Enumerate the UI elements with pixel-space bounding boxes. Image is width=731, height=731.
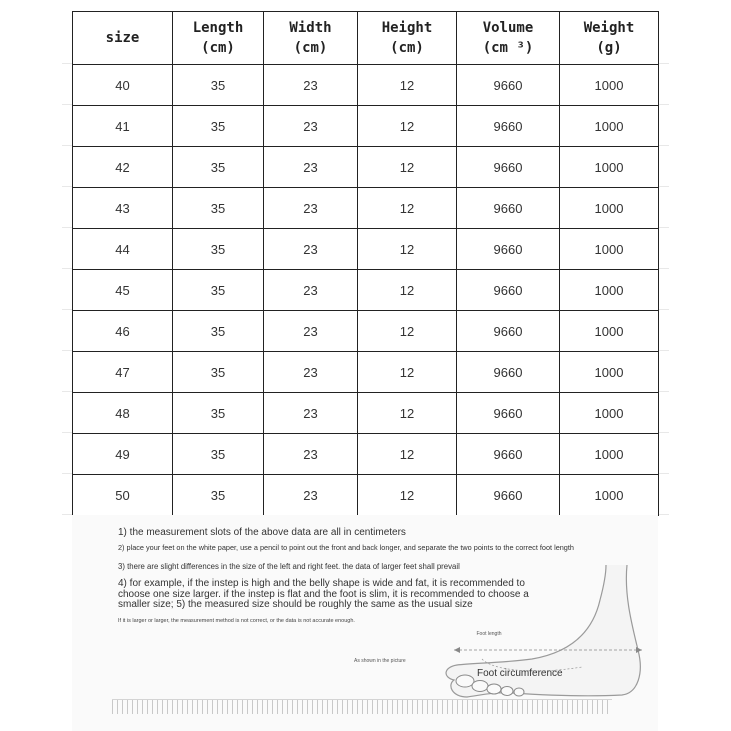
cell-size: 42 [73, 147, 173, 188]
shown-label: As shown in the picture [354, 658, 406, 664]
table-row [73, 434, 659, 475]
note-2: 2) place your feet on the white paper, use a pencil to point out the front and back longer, and separate the two points to the correct foot length [118, 543, 574, 552]
cell-volume: 9660 [457, 229, 560, 270]
table-row [73, 147, 659, 188]
cell-size: 44 [73, 229, 173, 270]
table-row [73, 106, 659, 147]
table-row [73, 311, 659, 352]
header-size: size [73, 12, 173, 65]
header-volume: Volume (cm ³) [457, 12, 560, 65]
cell-length: 35 [173, 270, 264, 311]
toe-3 [487, 684, 501, 694]
cell-length: 35 [173, 475, 264, 516]
foot-illustration [342, 555, 652, 705]
note-4: 4) for example, if the instep is high and the belly shape is wide and fat, it is recommended to choose one size larger. if the instep is flat and the foot is slim, it is recommended to choose a smaller size; 5) the measured size should be roughly the same as the usual size [118, 578, 529, 610]
table-row [73, 270, 659, 311]
cell-volume: 9660 [457, 270, 560, 311]
cell-weight: 1000 [560, 311, 659, 352]
cell-width: 23 [264, 188, 358, 229]
table-row [73, 352, 659, 393]
cell-width: 23 [264, 106, 358, 147]
cell-length: 35 [173, 65, 264, 106]
cell-weight: 1000 [560, 352, 659, 393]
note-1: 1) the measurement slots of the above data are all in centimeters [118, 527, 406, 538]
table-row [73, 393, 659, 434]
cell-width: 23 [264, 65, 358, 106]
ruler [112, 699, 612, 714]
toe-4 [501, 687, 513, 696]
cell-width: 23 [264, 311, 358, 352]
cell-volume: 9660 [457, 147, 560, 188]
cell-length: 35 [173, 434, 264, 475]
cell-height: 12 [358, 106, 457, 147]
cell-width: 23 [264, 475, 358, 516]
cell-width: 23 [264, 352, 358, 393]
table-body [73, 65, 659, 516]
note-5: If it is larger or larger, the measurement method is not correct, or the data is not accurate enough. [118, 617, 355, 624]
header-length: Length (cm) [173, 12, 264, 65]
cell-volume: 9660 [457, 393, 560, 434]
cell-size: 40 [73, 65, 173, 106]
header-height: Height (cm) [358, 12, 457, 65]
cell-width: 23 [264, 147, 358, 188]
table-row [73, 475, 659, 516]
size-chart-table [72, 11, 659, 516]
cell-length: 35 [173, 311, 264, 352]
header-width: Width (cm) [264, 12, 358, 65]
cell-size: 45 [73, 270, 173, 311]
table-row [73, 188, 659, 229]
table-row [73, 65, 659, 106]
cell-size: 48 [73, 393, 173, 434]
cell-volume: 9660 [457, 106, 560, 147]
foot-circumference-label: Foot circumference [477, 668, 563, 679]
cell-height: 12 [358, 270, 457, 311]
cell-width: 23 [264, 270, 358, 311]
cell-volume: 9660 [457, 311, 560, 352]
cell-length: 35 [173, 393, 264, 434]
cell-height: 12 [358, 311, 457, 352]
cell-size: 49 [73, 434, 173, 475]
measurement-guide [72, 515, 658, 731]
arrow-head-left [454, 647, 460, 653]
cell-weight: 1000 [560, 475, 659, 516]
cell-length: 35 [173, 106, 264, 147]
toe-1 [456, 675, 474, 687]
cell-volume: 9660 [457, 352, 560, 393]
cell-volume: 9660 [457, 475, 560, 516]
cell-weight: 1000 [560, 188, 659, 229]
cell-height: 12 [358, 393, 457, 434]
foot-length-label: Foot length [476, 631, 502, 637]
cell-height: 12 [358, 147, 457, 188]
cell-weight: 1000 [560, 106, 659, 147]
cell-volume: 9660 [457, 434, 560, 475]
cell-length: 35 [173, 147, 264, 188]
cell-height: 12 [358, 352, 457, 393]
cell-height: 12 [358, 434, 457, 475]
toe-2 [472, 681, 488, 692]
cell-weight: 1000 [560, 147, 659, 188]
cell-width: 23 [264, 434, 358, 475]
header-weight: Weight (g) [560, 12, 659, 65]
cell-size: 41 [73, 106, 173, 147]
table-header-row [73, 12, 659, 65]
table-row [73, 229, 659, 270]
cell-weight: 1000 [560, 393, 659, 434]
cell-length: 35 [173, 188, 264, 229]
cell-width: 23 [264, 229, 358, 270]
cell-volume: 9660 [457, 188, 560, 229]
cell-height: 12 [358, 65, 457, 106]
cell-length: 35 [173, 229, 264, 270]
note-3: 3) there are slight differences in the size of the left and right feet. the data of larger feet shall prevail [118, 562, 460, 571]
cell-weight: 1000 [560, 229, 659, 270]
cell-length: 35 [173, 352, 264, 393]
cell-size: 47 [73, 352, 173, 393]
cell-weight: 1000 [560, 434, 659, 475]
cell-weight: 1000 [560, 65, 659, 106]
cell-size: 50 [73, 475, 173, 516]
cell-width: 23 [264, 393, 358, 434]
cell-weight: 1000 [560, 270, 659, 311]
cell-height: 12 [358, 188, 457, 229]
cell-volume: 9660 [457, 65, 560, 106]
cell-height: 12 [358, 475, 457, 516]
cell-height: 12 [358, 229, 457, 270]
toe-5 [514, 688, 524, 696]
cell-size: 46 [73, 311, 173, 352]
cell-size: 43 [73, 188, 173, 229]
